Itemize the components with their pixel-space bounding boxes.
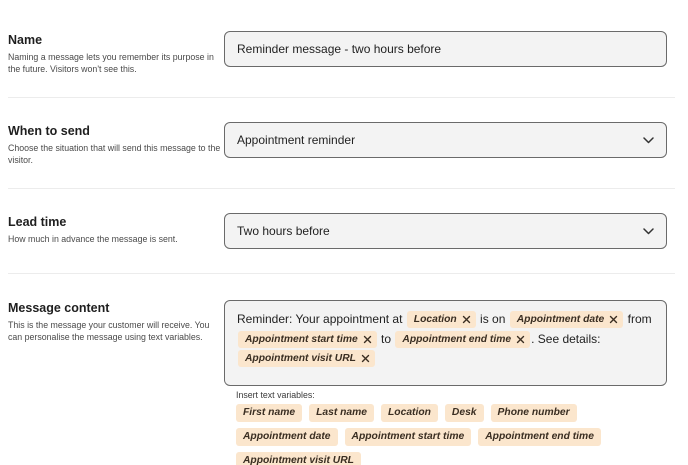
variable-chip-location[interactable]	[407, 311, 476, 328]
chip-label: Appointment end time	[402, 333, 512, 345]
chip-label: Appointment visit URL	[245, 353, 356, 365]
lead-time-label-group	[8, 215, 223, 245]
insert-variable-location[interactable]: Location	[381, 404, 438, 422]
name-input[interactable]	[224, 31, 667, 67]
insert-variables-list	[236, 404, 666, 465]
lead-time-value: Two hours before	[237, 224, 330, 238]
insert-variable-last-name[interactable]: Last name	[309, 404, 374, 422]
when-to-send-value: Appointment reminder	[237, 133, 356, 147]
when-to-send-title: When to send	[8, 124, 90, 138]
lead-time-select[interactable]	[224, 213, 667, 249]
variable-chip-appointment-end-time[interactable]	[395, 331, 530, 348]
insert-variable-phone-number[interactable]: Phone number	[491, 404, 577, 422]
insert-variable-first-name[interactable]: First name	[236, 404, 302, 422]
variable-chip-appointment-visit-url[interactable]	[238, 350, 375, 367]
message-content-label-group	[8, 301, 223, 343]
lead-time-description: How much in advance the message is sent.	[8, 234, 178, 244]
message-content-editor[interactable]	[224, 300, 667, 386]
chevron-down-icon	[642, 225, 654, 237]
message-text: to	[381, 331, 392, 346]
message-text: . See details:	[531, 331, 601, 346]
chip-label: Appointment date	[516, 314, 605, 326]
name-input-value: Reminder message - two hours before	[237, 42, 442, 56]
message-text: Reminder: Your appointment at	[237, 312, 403, 327]
when-to-send-description: Choose the situation that will send this message to the visitor.	[8, 143, 221, 165]
insert-variable-appointment-end-time[interactable]: Appointment end time	[478, 428, 601, 446]
close-icon[interactable]	[462, 315, 471, 324]
divider	[8, 188, 675, 189]
name-title: Name	[8, 33, 43, 47]
insert-variables-label: Insert text variables:	[236, 390, 315, 400]
insert-variable-appointment-date[interactable]: Appointment date	[236, 428, 338, 446]
close-icon[interactable]	[363, 335, 372, 344]
chip-label: Appointment start time	[245, 333, 358, 345]
lead-time-title: Lead time	[8, 215, 67, 229]
message-text: is on	[480, 312, 506, 327]
name-description: Naming a message lets you remember its purpose in the future. Visitors won't see this.	[8, 52, 214, 74]
chip-label: Location	[413, 314, 457, 326]
variable-chip-appointment-date[interactable]	[510, 311, 624, 328]
when-to-send-label-group	[8, 124, 223, 166]
when-to-send-select[interactable]	[224, 122, 667, 158]
insert-variable-appointment-start-time[interactable]: Appointment start time	[345, 428, 472, 446]
divider	[8, 273, 675, 274]
chevron-down-icon	[642, 134, 654, 146]
insert-variable-desk[interactable]: Desk	[445, 404, 484, 422]
insert-variable-appointment-visit-url[interactable]: Appointment visit URL	[236, 452, 361, 465]
close-icon[interactable]	[609, 315, 618, 324]
name-label-group	[8, 33, 223, 75]
message-text: from	[627, 312, 652, 327]
close-icon[interactable]	[516, 335, 525, 344]
message-content-title: Message content	[8, 301, 110, 315]
message-content-description: This is the message your customer will receive. You can personalise the message using text variables.	[8, 320, 210, 342]
variable-chip-appointment-start-time[interactable]	[238, 331, 377, 348]
divider	[8, 97, 675, 98]
close-icon[interactable]	[361, 354, 370, 363]
